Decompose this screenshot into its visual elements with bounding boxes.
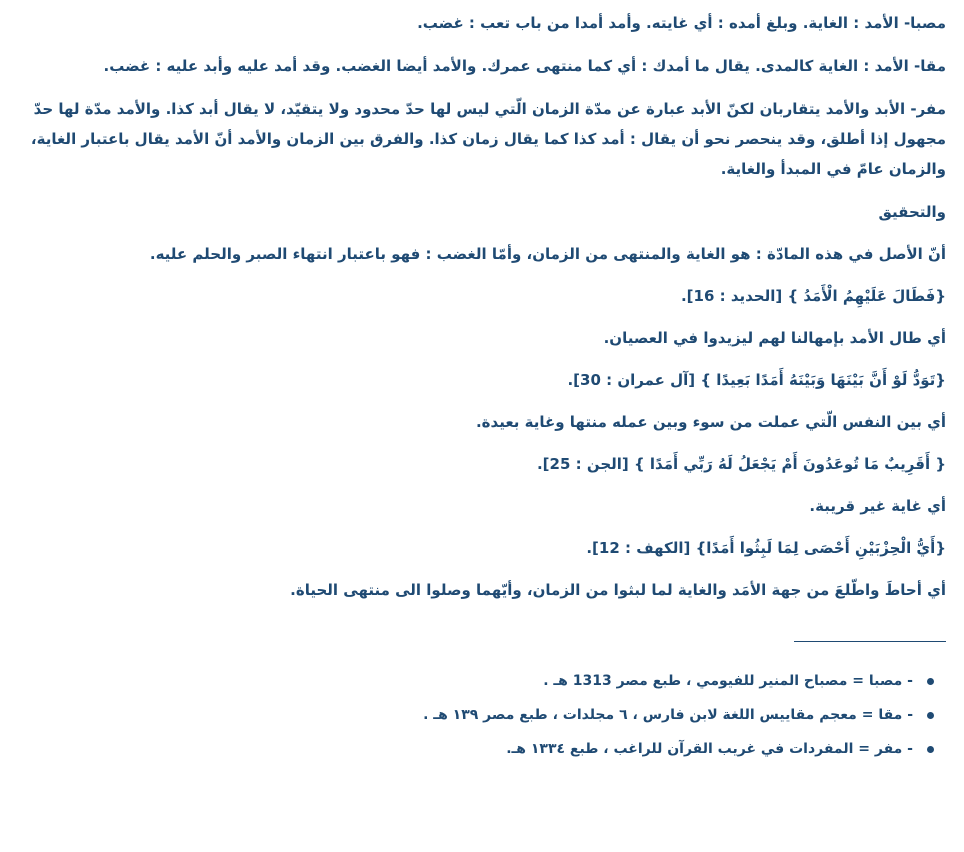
footnote-separator <box>794 641 946 642</box>
verse-explanation: أي بين النفس الّتي عملت من سوء وبين عمله منتها وغاية بعيدة. <box>475 413 946 431</box>
entry-misbah: مصبا- الأمد : الغاية. وبلغ أمده : أي غايته. وأمد أمدا من باب تعب : غضب. <box>417 14 946 32</box>
quran-verse: {أَيُّ الْحِزْبَيْنِ أَحْصَى لِمَا لَبِثُوا أَمَدًا} [الكهف : 12]. <box>586 539 946 557</box>
bullet-icon <box>927 712 934 719</box>
quran-verse: {فَطَالَ عَلَيْهِمُ الْأَمَدُ } [الحديد : 16]. <box>680 287 946 305</box>
footnotes-list <box>20 664 946 766</box>
footnote-item <box>20 664 934 698</box>
verse-explanation: أي غاية غير قريبة. <box>809 497 946 515</box>
footnote-text: - مصبا = مصباح المنير للفيومي ، طبع مصر 1313 هـ . <box>543 673 913 689</box>
verse-explanation: أي أحاطَ واطّلعَ من جهة الأمَد والغاية لما لبثوا من الزمان، وأيّهما وصلوا الى منتهى الحياة. <box>290 581 946 599</box>
body-paragraph: أنّ الأصل في هذه المادّة : هو الغاية والمنتهى من الزمان، وأمّا الغضب : فهو باعتبار انتهاء الصبر والحلم عليه. <box>149 245 946 263</box>
footnote-item <box>20 732 934 766</box>
footnote-text: - مفر = المفردات في غريب القرآن للراغب ، طبع ١٣٣٤ هـ. <box>506 741 913 757</box>
footnote-text: - مقا = معجم مقاييس اللغة لابن فارس ، ٦ مجلدات ، طبع مصر ١٣٩ هـ . <box>423 707 913 723</box>
footnote-item <box>20 698 934 732</box>
bullet-icon <box>927 746 934 753</box>
entry-mufradat: مفر- الأبد والأمد يتقاربان لكنّ الأبد عبارة عن مدّة الزمان الّتي ليس لها حدّ محدود ولا يتقيّد، لا يقال أبد كذا. والأمد مدّة لها حدّ مجهول إذا أطلق، وقد ينحصر نحو أن يقال : أمد كذا كما يقال زمان كذا. والفرق بين الزمان والأمد أنّ الأمد يقال باعتبار الغاية، والزمان عامّ في المبدأ والغاية. <box>30 100 946 178</box>
entry-maqayis: مقا- الأمد : الغاية كالمدى. يقال ما أمدك : أي كما منتهى عمرك. والأمد أيضا الغضب. وقد أمد عليه وأبد عليه : غضب. <box>103 57 946 75</box>
verse-explanation: أي طال الأمد بإمهالنا لهم ليزيدوا في العصيان. <box>603 329 946 347</box>
bullet-icon <box>927 678 934 685</box>
section-heading: والتحقيق <box>878 203 946 221</box>
quran-verse: { أَقَرِيبٌ مَا تُوعَدُونَ أَمْ يَجْعَلُ لَهُ رَبِّي أَمَدًا } [الجن : 25]. <box>536 455 946 473</box>
quran-verse: {تَوَدُّ لَوْ أَنَّ بَيْنَهَا وَبَيْنَهُ أَمَدًا بَعِيدًا } [آل عمران : 30]. <box>567 371 946 389</box>
